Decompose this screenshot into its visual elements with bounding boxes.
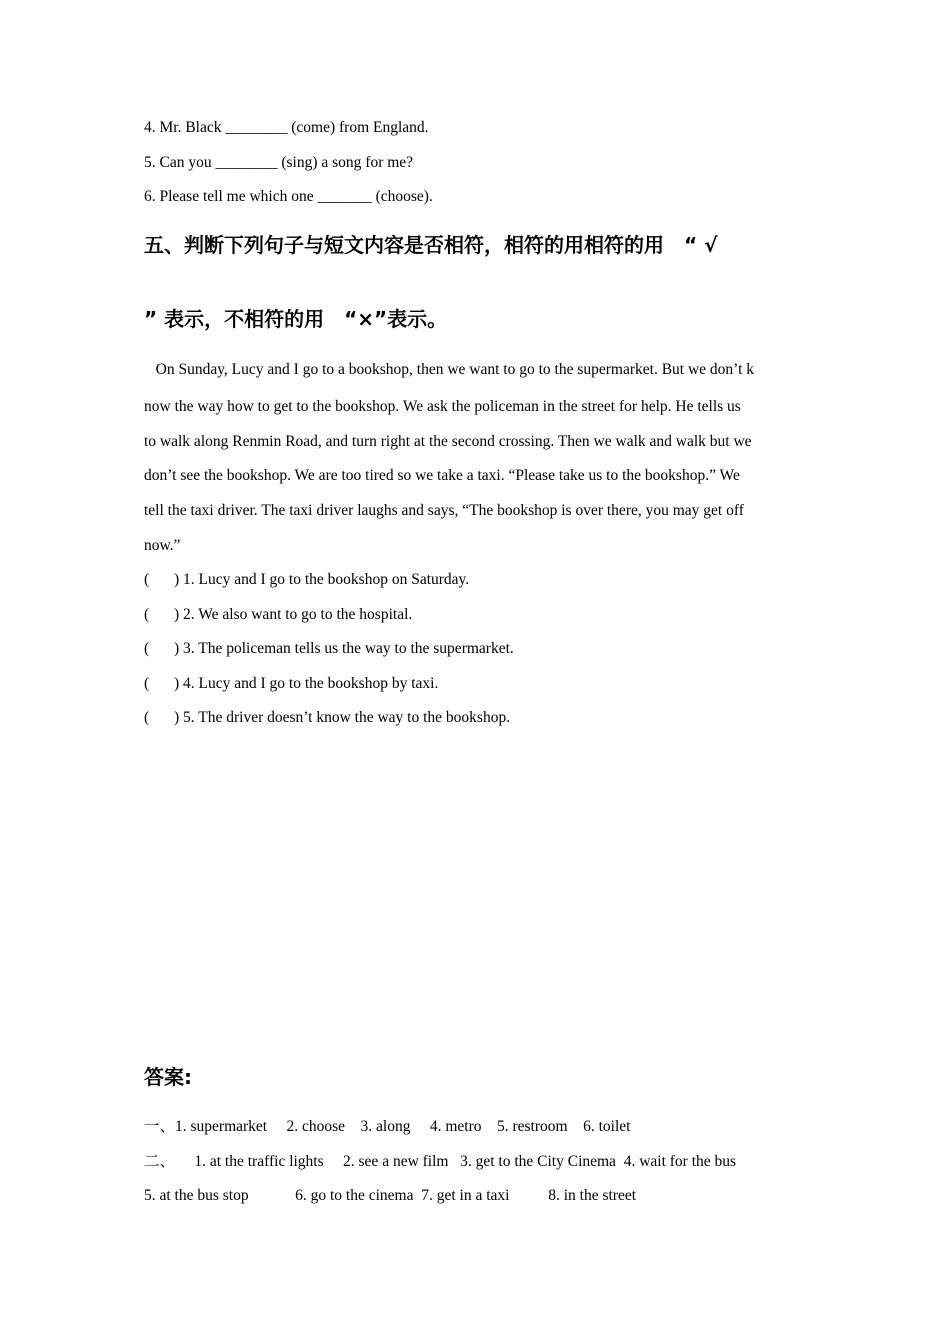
answer-blank[interactable]: ( (144, 709, 150, 726)
answers-line-2: 二、 1. at the traffic lights 2. see a new film 3. get to the City Cinema 4. wait for the bus (144, 1153, 737, 1170)
answer-blank[interactable]: ( (144, 571, 150, 588)
passage-line-5: tell the taxi driver. The taxi driver laughs and says, “The bookshop is over there, you may get off (144, 502, 744, 519)
judgement-text: ) 1. Lucy and I go to the bookshop on Saturday. (174, 571, 470, 588)
passage-line-1: On Sunday, Lucy and I go to a bookshop, then we want to go to the supermarket. But we don’t k (144, 361, 754, 378)
answer-blank[interactable]: ( (144, 675, 150, 692)
section-5-heading-line-1: 五、判断下列句子与短文内容是否相符，相符的用相符的用 “ √ (144, 233, 718, 257)
fill-in-item-4: 4. Mr. Black ________ (come) from England. (144, 119, 429, 136)
passage-line-3: to walk along Renmin Road, and turn right at the second crossing. Then we walk and walk but we (144, 433, 752, 450)
answer-blank[interactable]: ( (144, 606, 150, 623)
passage-line-6: now.” (144, 537, 181, 554)
fill-in-item-6: 6. Please tell me which one _______ (choose). (144, 188, 433, 205)
judgement-text: ) 3. The policeman tells us the way to the supermarket. (174, 640, 514, 657)
passage-line-4: don’t see the bookshop. We are too tired so we take a taxi. “Please take us to the bookshop.” We (144, 467, 740, 484)
judgement-text: ) 5. The driver doesn’t know the way to the bookshop. (174, 709, 511, 726)
judgement-item-1 (144, 570, 469, 590)
judgement-item-2 (144, 605, 412, 625)
answers-line-3: 5. at the bus stop 6. go to the cinema 7. get in a taxi 8. in the street (144, 1187, 637, 1204)
section-5-heading-line-2: ” 表示，不相符的用 “×”表示。 (144, 307, 448, 331)
judgement-text: ) 2. We also want to go to the hospital. (174, 606, 413, 623)
passage-line-2: now the way how to get to the bookshop. We ask the policeman in the street for help. He tells us (144, 398, 741, 415)
judgement-item-4 (144, 674, 438, 694)
answers-line-1: 一、1. supermarket 2. choose 3. along 4. metro 5. restroom 6. toilet (144, 1118, 631, 1135)
fill-in-item-5: 5. Can you ________ (sing) a song for me? (144, 154, 414, 171)
judgement-item-5 (144, 708, 510, 728)
answer-blank[interactable]: ( (144, 640, 150, 657)
judgement-text: ) 4. Lucy and I go to the bookshop by taxi. (174, 675, 439, 692)
judgement-item-3 (144, 639, 514, 659)
answers-title: 答案: (144, 1065, 192, 1089)
